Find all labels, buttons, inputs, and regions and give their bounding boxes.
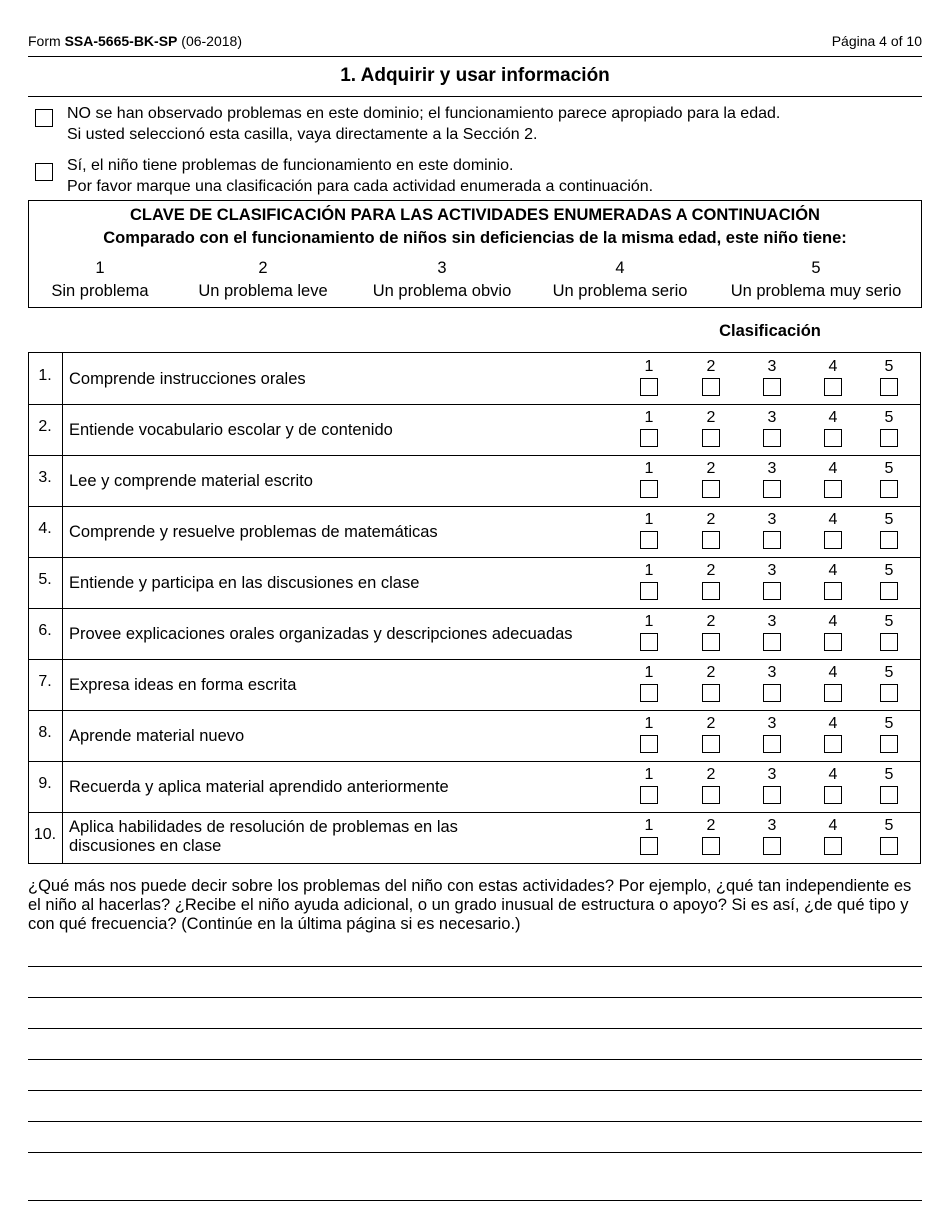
rating-option [699, 766, 723, 804]
rating-checkbox[interactable] [640, 378, 658, 396]
rating-number: 5 [884, 460, 894, 477]
rating-number: 4 [828, 766, 838, 783]
rating-option [637, 766, 661, 804]
rating-checkbox[interactable] [702, 837, 720, 855]
rating-key-box [28, 200, 922, 308]
activity-number: 2. [38, 418, 52, 435]
rating-checkbox[interactable] [880, 531, 898, 549]
activity-text: Provee explicaciones orales organizadas y descripciones adecuadas [69, 625, 573, 643]
rating-option [637, 511, 661, 549]
activity-number: 5. [38, 571, 52, 588]
activity-number: 9. [38, 775, 52, 792]
activity-text: Recuerda y aplica material aprendido anteriormente [69, 778, 449, 796]
rating-number: 1 [644, 511, 654, 528]
rating-number: 3 [767, 409, 777, 426]
rating-option [821, 511, 845, 549]
rating-checkbox[interactable] [763, 837, 781, 855]
level-label: Un problema leve [198, 282, 328, 300]
rating-option [637, 409, 661, 447]
additional-info-question: ¿Qué más nos puede decir sobre los problemas del niño con estas actividades? Por ejemplo, ¿qué tan independiente es el niño al hacerlas? ¿Recibe el niño ayuda adicional, o un grado inusual de estructura o apoyo? Si es así, ¿de qué tipo y con qué frecuencia? (Continúe en la última página si es necesario.) [28, 877, 912, 933]
rating-number: 2 [706, 817, 716, 834]
rating-number: 2 [706, 715, 716, 732]
option-text: NO se han observado problemas en este dominio; el funcionamiento parece apropiado para la edad. [67, 105, 781, 122]
no-problems-option [67, 103, 780, 145]
answer-line[interactable] [28, 1152, 922, 1153]
rating-number: 1 [644, 409, 654, 426]
activity-number: 4. [38, 520, 52, 537]
activity-row [29, 608, 920, 660]
rating-number: 4 [828, 664, 838, 681]
rating-number: 2 [706, 613, 716, 630]
activity-number: 10. [33, 826, 57, 843]
rating-option [699, 358, 723, 396]
rating-number: 2 [706, 358, 716, 375]
rating-option [760, 460, 784, 498]
activity-text: Entiende y participa en las discusiones en clase [69, 574, 420, 592]
rating-key-level-1 [29, 257, 171, 303]
rating-option [760, 511, 784, 549]
rating-number: 1 [644, 460, 654, 477]
rating-number: 5 [884, 715, 894, 732]
rating-option [637, 817, 661, 855]
rating-checkbox[interactable] [640, 531, 658, 549]
activity-text: Lee y comprende material escrito [69, 472, 313, 490]
rating-option [877, 358, 901, 396]
rating-option [877, 460, 901, 498]
activity-row [29, 710, 920, 762]
rating-number: 3 [767, 460, 777, 477]
rating-option [821, 766, 845, 804]
rating-number: 1 [644, 817, 654, 834]
rating-option [821, 358, 845, 396]
answer-line[interactable] [28, 966, 922, 967]
rating-number: 2 [706, 511, 716, 528]
rating-number: 3 [767, 511, 777, 528]
answer-line[interactable] [28, 997, 922, 998]
level-number: 2 [258, 259, 268, 277]
rating-checkbox[interactable] [702, 531, 720, 549]
rating-checkbox[interactable] [763, 582, 781, 600]
rating-option [760, 613, 784, 651]
rating-checkbox[interactable] [702, 633, 720, 651]
option-instruction: Si usted seleccionó esta casilla, vaya directamente a la Sección 2. [67, 126, 538, 143]
activity-row [29, 353, 920, 405]
header-divider [28, 56, 922, 57]
rating-number: 5 [884, 409, 894, 426]
rating-checkbox[interactable] [880, 837, 898, 855]
rating-checkbox[interactable] [880, 378, 898, 396]
activity-number: 7. [38, 673, 52, 690]
option-instruction: Por favor marque una clasificación para cada actividad enumerada a continuación. [67, 178, 654, 195]
level-label: Un problema serio [552, 282, 688, 300]
activity-row [29, 455, 920, 507]
activity-row [29, 659, 920, 711]
rating-option [760, 766, 784, 804]
rating-checkbox[interactable] [640, 633, 658, 651]
rating-checkbox[interactable] [824, 837, 842, 855]
rating-checkbox[interactable] [763, 684, 781, 702]
rating-checkbox[interactable] [880, 480, 898, 498]
activity-text: Aprende material nuevo [69, 727, 245, 745]
rating-option [760, 358, 784, 396]
rating-checkbox[interactable] [880, 735, 898, 753]
rating-option [760, 715, 784, 753]
option-text: Sí, el niño tiene problemas de funcionamiento en este dominio. [67, 157, 514, 174]
activity-row [29, 812, 920, 863]
rating-checkbox[interactable] [640, 582, 658, 600]
rating-checkbox[interactable] [763, 786, 781, 804]
level-number: 4 [615, 259, 625, 277]
answer-line[interactable] [28, 1200, 922, 1201]
activities-table [28, 352, 921, 864]
rating-option [760, 562, 784, 600]
rating-checkbox[interactable] [763, 633, 781, 651]
rating-key-subheading: Comparado con el funcionamiento de niños sin deficiencias de la misma edad, este niño tiene: [103, 229, 847, 247]
rating-option [821, 715, 845, 753]
rating-checkbox[interactable] [880, 582, 898, 600]
form-number: SSA-5665-BK-SP [64, 33, 178, 49]
rating-checkbox[interactable] [702, 786, 720, 804]
has-problems-checkbox[interactable] [35, 163, 53, 181]
rating-option [877, 562, 901, 600]
rating-number: 4 [828, 358, 838, 375]
rating-column-header: Clasificación [719, 322, 821, 340]
level-label: Sin problema [51, 282, 149, 300]
activity-number: 6. [38, 622, 52, 639]
rating-number: 4 [828, 460, 838, 477]
rating-number: 4 [828, 613, 838, 630]
rating-checkbox[interactable] [880, 786, 898, 804]
rating-number: 5 [884, 358, 894, 375]
no-problems-checkbox[interactable] [35, 109, 53, 127]
activity-row [29, 761, 920, 813]
rating-number: 1 [644, 562, 654, 579]
rating-number: 3 [767, 715, 777, 732]
rating-option [821, 562, 845, 600]
rating-option [699, 460, 723, 498]
rating-option [637, 562, 661, 600]
rating-key-level-4 [531, 257, 709, 303]
rating-checkbox[interactable] [880, 633, 898, 651]
activity-text-line: Aplica habilidades de resolución de problemas en las [69, 818, 458, 836]
rating-checkbox[interactable] [763, 480, 781, 498]
rating-option [877, 817, 901, 855]
rating-option [821, 664, 845, 702]
rating-option [760, 409, 784, 447]
rating-number: 1 [644, 358, 654, 375]
rating-number: 3 [767, 358, 777, 375]
rating-checkbox[interactable] [824, 786, 842, 804]
rating-option [821, 817, 845, 855]
rating-checkbox[interactable] [824, 684, 842, 702]
rating-option [877, 409, 901, 447]
rating-checkbox[interactable] [824, 480, 842, 498]
rating-number: 3 [767, 664, 777, 681]
rating-option [699, 715, 723, 753]
rating-option [699, 409, 723, 447]
rating-number: 1 [644, 613, 654, 630]
rating-checkbox[interactable] [702, 735, 720, 753]
activity-number: 3. [38, 469, 52, 486]
rating-checkbox[interactable] [824, 582, 842, 600]
rating-option [699, 613, 723, 651]
rating-number: 2 [706, 766, 716, 783]
rating-checkbox[interactable] [640, 684, 658, 702]
form-id-label [28, 33, 242, 49]
rating-number: 4 [828, 562, 838, 579]
rating-number: 5 [884, 613, 894, 630]
rating-number: 5 [884, 766, 894, 783]
rating-key-level-3 [353, 257, 531, 303]
rating-number: 1 [644, 664, 654, 681]
rating-checkbox[interactable] [824, 378, 842, 396]
rating-number: 5 [884, 664, 894, 681]
rating-option [699, 562, 723, 600]
rating-number: 3 [767, 817, 777, 834]
rating-checkbox[interactable] [640, 480, 658, 498]
activity-text: Comprende y resuelve problemas de matemáticas [69, 523, 438, 541]
has-problems-option [67, 155, 653, 197]
rating-number: 2 [706, 562, 716, 579]
rating-checkbox[interactable] [824, 531, 842, 549]
rating-number: 2 [706, 664, 716, 681]
activity-text [69, 818, 639, 856]
activity-row [29, 506, 920, 558]
rating-option [821, 460, 845, 498]
section-title: 1. Adquirir y usar información [340, 65, 610, 86]
rating-checkbox[interactable] [763, 378, 781, 396]
rating-number: 3 [767, 562, 777, 579]
rating-option [637, 715, 661, 753]
rating-checkbox[interactable] [824, 429, 842, 447]
rating-number: 4 [828, 715, 838, 732]
rating-option [877, 613, 901, 651]
rating-checkbox[interactable] [763, 429, 781, 447]
rating-option [877, 715, 901, 753]
rating-number: 5 [884, 511, 894, 528]
rating-checkbox[interactable] [702, 429, 720, 447]
rating-number: 4 [828, 511, 838, 528]
activity-text: Expresa ideas en forma escrita [69, 676, 297, 694]
rating-option [637, 358, 661, 396]
activity-text: Entiende vocabulario escolar y de contenido [69, 421, 393, 439]
level-number: 3 [437, 259, 447, 277]
rating-checkbox[interactable] [640, 429, 658, 447]
answer-line[interactable] [28, 1090, 922, 1091]
rating-number: 4 [828, 409, 838, 426]
rating-checkbox[interactable] [880, 684, 898, 702]
rating-checkbox[interactable] [640, 735, 658, 753]
rating-checkbox[interactable] [824, 633, 842, 651]
level-number: 1 [95, 259, 105, 277]
rating-number: 1 [644, 715, 654, 732]
rating-number: 2 [706, 409, 716, 426]
form-prefix: Form [28, 33, 65, 49]
answer-line[interactable] [28, 1028, 922, 1029]
rating-checkbox[interactable] [763, 735, 781, 753]
activity-text: Comprende instrucciones orales [69, 370, 306, 388]
rating-number: 2 [706, 460, 716, 477]
activity-row [29, 557, 920, 609]
rating-option [821, 613, 845, 651]
page-number: Página 4 of 10 [831, 33, 922, 49]
activity-number: 8. [38, 724, 52, 741]
rating-checkbox[interactable] [702, 480, 720, 498]
rating-key-level-2 [174, 257, 352, 303]
level-number: 5 [811, 259, 821, 277]
rating-option [821, 409, 845, 447]
rating-checkbox[interactable] [640, 786, 658, 804]
rating-checkbox[interactable] [702, 582, 720, 600]
rating-option [760, 664, 784, 702]
rating-option [699, 817, 723, 855]
rating-number: 3 [767, 613, 777, 630]
answer-line[interactable] [28, 1059, 922, 1060]
activity-number: 1. [38, 367, 52, 384]
rating-checkbox[interactable] [824, 735, 842, 753]
rating-number: 1 [644, 766, 654, 783]
rating-option [760, 817, 784, 855]
level-label: Un problema muy serio [730, 282, 902, 300]
rating-checkbox[interactable] [763, 531, 781, 549]
level-label: Un problema obvio [372, 282, 512, 300]
activity-row [29, 404, 920, 456]
rating-option [877, 766, 901, 804]
rating-checkbox[interactable] [702, 684, 720, 702]
form-date: (06-2018) [177, 33, 242, 49]
rating-option [637, 460, 661, 498]
rating-checkbox[interactable] [880, 429, 898, 447]
rating-option [877, 511, 901, 549]
rating-option [877, 664, 901, 702]
activity-text-line: discusiones en clase [69, 837, 222, 855]
rating-checkbox[interactable] [640, 837, 658, 855]
rating-number: 5 [884, 562, 894, 579]
rating-option [637, 664, 661, 702]
rating-checkbox[interactable] [702, 378, 720, 396]
rating-key-heading: CLAVE DE CLASIFICACIÓN PARA LAS ACTIVIDADES ENUMERADAS A CONTINUACIÓN [130, 206, 820, 224]
answer-line[interactable] [28, 1121, 922, 1122]
rating-option [699, 511, 723, 549]
rating-number: 4 [828, 817, 838, 834]
rating-option [699, 664, 723, 702]
rating-number: 3 [767, 766, 777, 783]
title-divider [28, 96, 922, 97]
rating-number: 5 [884, 817, 894, 834]
rating-option [637, 613, 661, 651]
rating-key-level-5 [711, 257, 921, 303]
